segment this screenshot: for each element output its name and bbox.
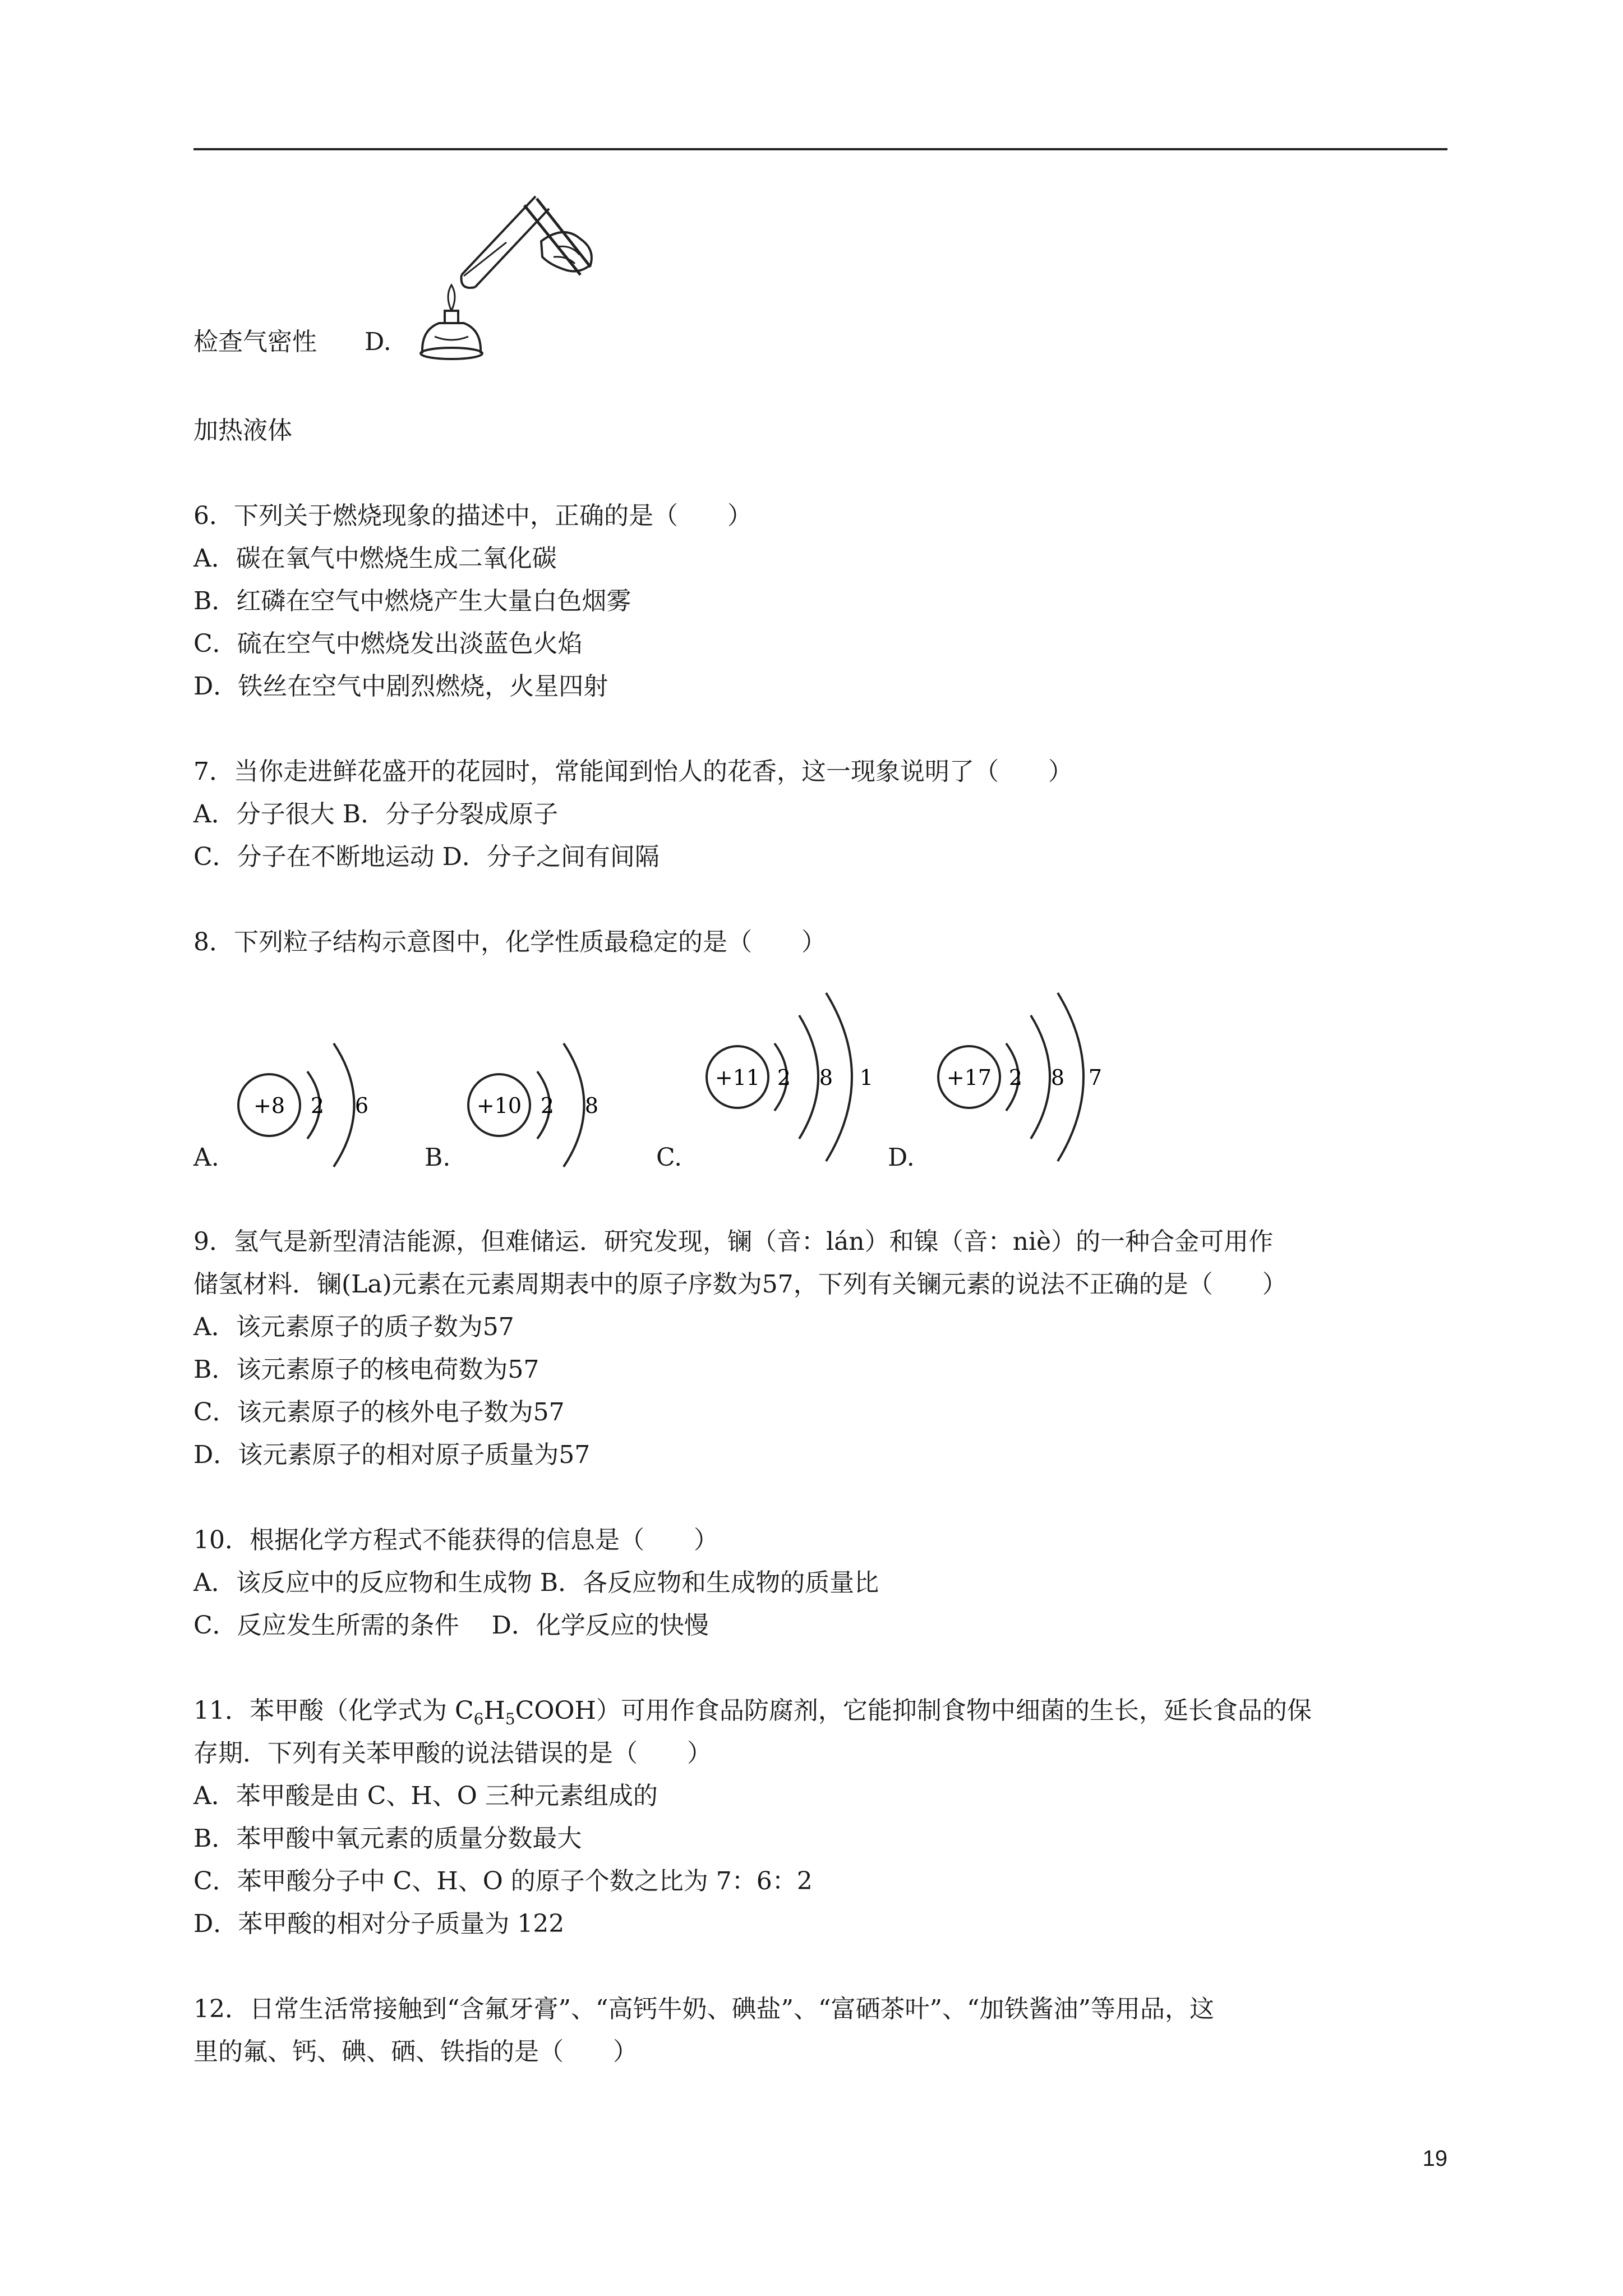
q11-option-b: B．苯甲酸中氧元素的质量分数最大: [193, 1824, 582, 1853]
q8-label-b: B.: [425, 1143, 451, 1172]
q6-option-d: D．铁丝在空气中剧烈燃烧，火星四射: [193, 672, 608, 701]
header-rule: [193, 148, 1447, 150]
q6-option-c: C．硫在空气中燃烧发出淡蓝色火焰: [193, 629, 583, 658]
shell-2-count-a: 6: [354, 1093, 369, 1118]
q11-subscript-5: 5: [505, 1709, 515, 1728]
q11-stem-post: COOH）可用作食品防腐剂，它能抑制食物中细菌的生长，延长食品的保: [515, 1696, 1312, 1725]
atom-diagram-c: [704, 993, 906, 1161]
q12-stem-line-2: 里的氟、钙、碘、硒、铁指的是（ ）: [193, 2037, 638, 2066]
shell-2-count-b: 8: [584, 1093, 599, 1118]
c-option-label: 检查气密性: [193, 328, 317, 356]
q11-option-a: A．苯甲酸是由 C、H、O 三种元素组成的: [193, 1782, 658, 1810]
q8-label-d: D.: [888, 1143, 915, 1172]
nucleus-charge-c: +11: [714, 1065, 760, 1090]
q12-stem-line-1: 12．日常生活常接触到“含氟牙膏”、“高钙牛奶、碘盐”、“富硒茶叶”、“加铁酱油”等用品，这: [193, 1995, 1214, 2023]
q7-options-cd: C．分子在不断地运动 D．分子之间有间隔: [193, 843, 660, 871]
shell-2-count-d: 8: [1050, 1065, 1065, 1090]
q10-options-cd: C．反应发生所需的条件 D．化学反应的快慢: [193, 1611, 709, 1640]
shell-1-count-b: 2: [540, 1093, 555, 1118]
q9-option-a: A．该元素原子的质子数为57: [193, 1313, 514, 1341]
q11-option-c: C．苯甲酸分子中 C、H、O 的原子个数之比为 7：6：2: [193, 1867, 813, 1895]
shell-1-count-c: 2: [777, 1065, 791, 1090]
q11-subscript-6: 6: [473, 1709, 484, 1728]
shell-3-count-d: 7: [1088, 1065, 1103, 1090]
q9-stem-line-1: 9．氢气是新型清洁能源，但难储运．研究发现，镧（音：lán）和镍（音：niè）的一种合金可用作: [193, 1227, 1274, 1256]
q11-option-d: D．苯甲酸的相对分子质量为 122: [193, 1910, 565, 1938]
q6-option-a: A．碳在氧气中燃烧生成二氧化碳: [193, 544, 557, 573]
heating-liquid-apparatus-illustration: [412, 191, 597, 359]
shell-3-count-c: 1: [859, 1065, 874, 1090]
page-number: 19: [1422, 2146, 1447, 2171]
q11-stem-line-1: [193, 1694, 1312, 1736]
shell-1-count-a: 2: [310, 1093, 325, 1118]
q9-option-d: D．该元素原子的相对原子质量为57: [193, 1441, 591, 1469]
q8-stem: 8．下列粒子结构示意图中，化学性质最稳定的是（ ）: [193, 928, 826, 956]
d-option-label: D.: [365, 328, 391, 356]
q8-label-a: A.: [193, 1143, 219, 1172]
atom-diagram-d: [935, 993, 1137, 1161]
q10-stem: 10．根据化学方程式不能获得的信息是（ ）: [193, 1526, 718, 1554]
q11-stem-line-2: 存期．下列有关苯甲酸的说法错误的是（ ）: [193, 1739, 712, 1768]
atom-diagram-a: [236, 1043, 404, 1156]
q8-label-c: C.: [656, 1143, 683, 1172]
nucleus-charge-d: +17: [946, 1065, 992, 1090]
q9-option-c: C．该元素原子的核外电子数为57: [193, 1398, 565, 1427]
d-option-caption: 加热液体: [193, 416, 292, 445]
shell-1-count-d: 2: [1008, 1065, 1023, 1090]
nucleus-charge-b: +10: [476, 1093, 522, 1118]
q6-option-b: B．红磷在空气中燃烧产生大量白色烟雾: [193, 587, 631, 615]
q9-option-b: B．该元素原子的核电荷数为57: [193, 1355, 540, 1384]
shell-2-count-c: 8: [819, 1065, 833, 1090]
nucleus-charge-a: +8: [253, 1093, 285, 1118]
q11-stem-pre: 11．苯甲酸（化学式为 C: [193, 1696, 474, 1725]
q10-options-ab: A．该反应中的反应物和生成物 B．各反应物和生成物的质量比: [193, 1568, 879, 1597]
q7-stem: 7．当你走进鲜花盛开的花园时，常能闻到怡人的花香，这一现象说明了（ ）: [193, 757, 1073, 786]
q6-stem: 6．下列关于燃烧现象的描述中，正确的是（ ）: [193, 501, 752, 530]
q9-stem-line-2: 储氢材料．镧(La)元素在元素周期表中的原子序数为57，下列有关镧元素的说法不正确的是（ ）: [193, 1270, 1287, 1299]
q7-options-ab: A．分子很大 B．分子分裂成原子: [193, 800, 559, 829]
q11-hydrogen-symbol: H: [483, 1696, 505, 1725]
atom-diagram-b: [465, 1043, 634, 1156]
